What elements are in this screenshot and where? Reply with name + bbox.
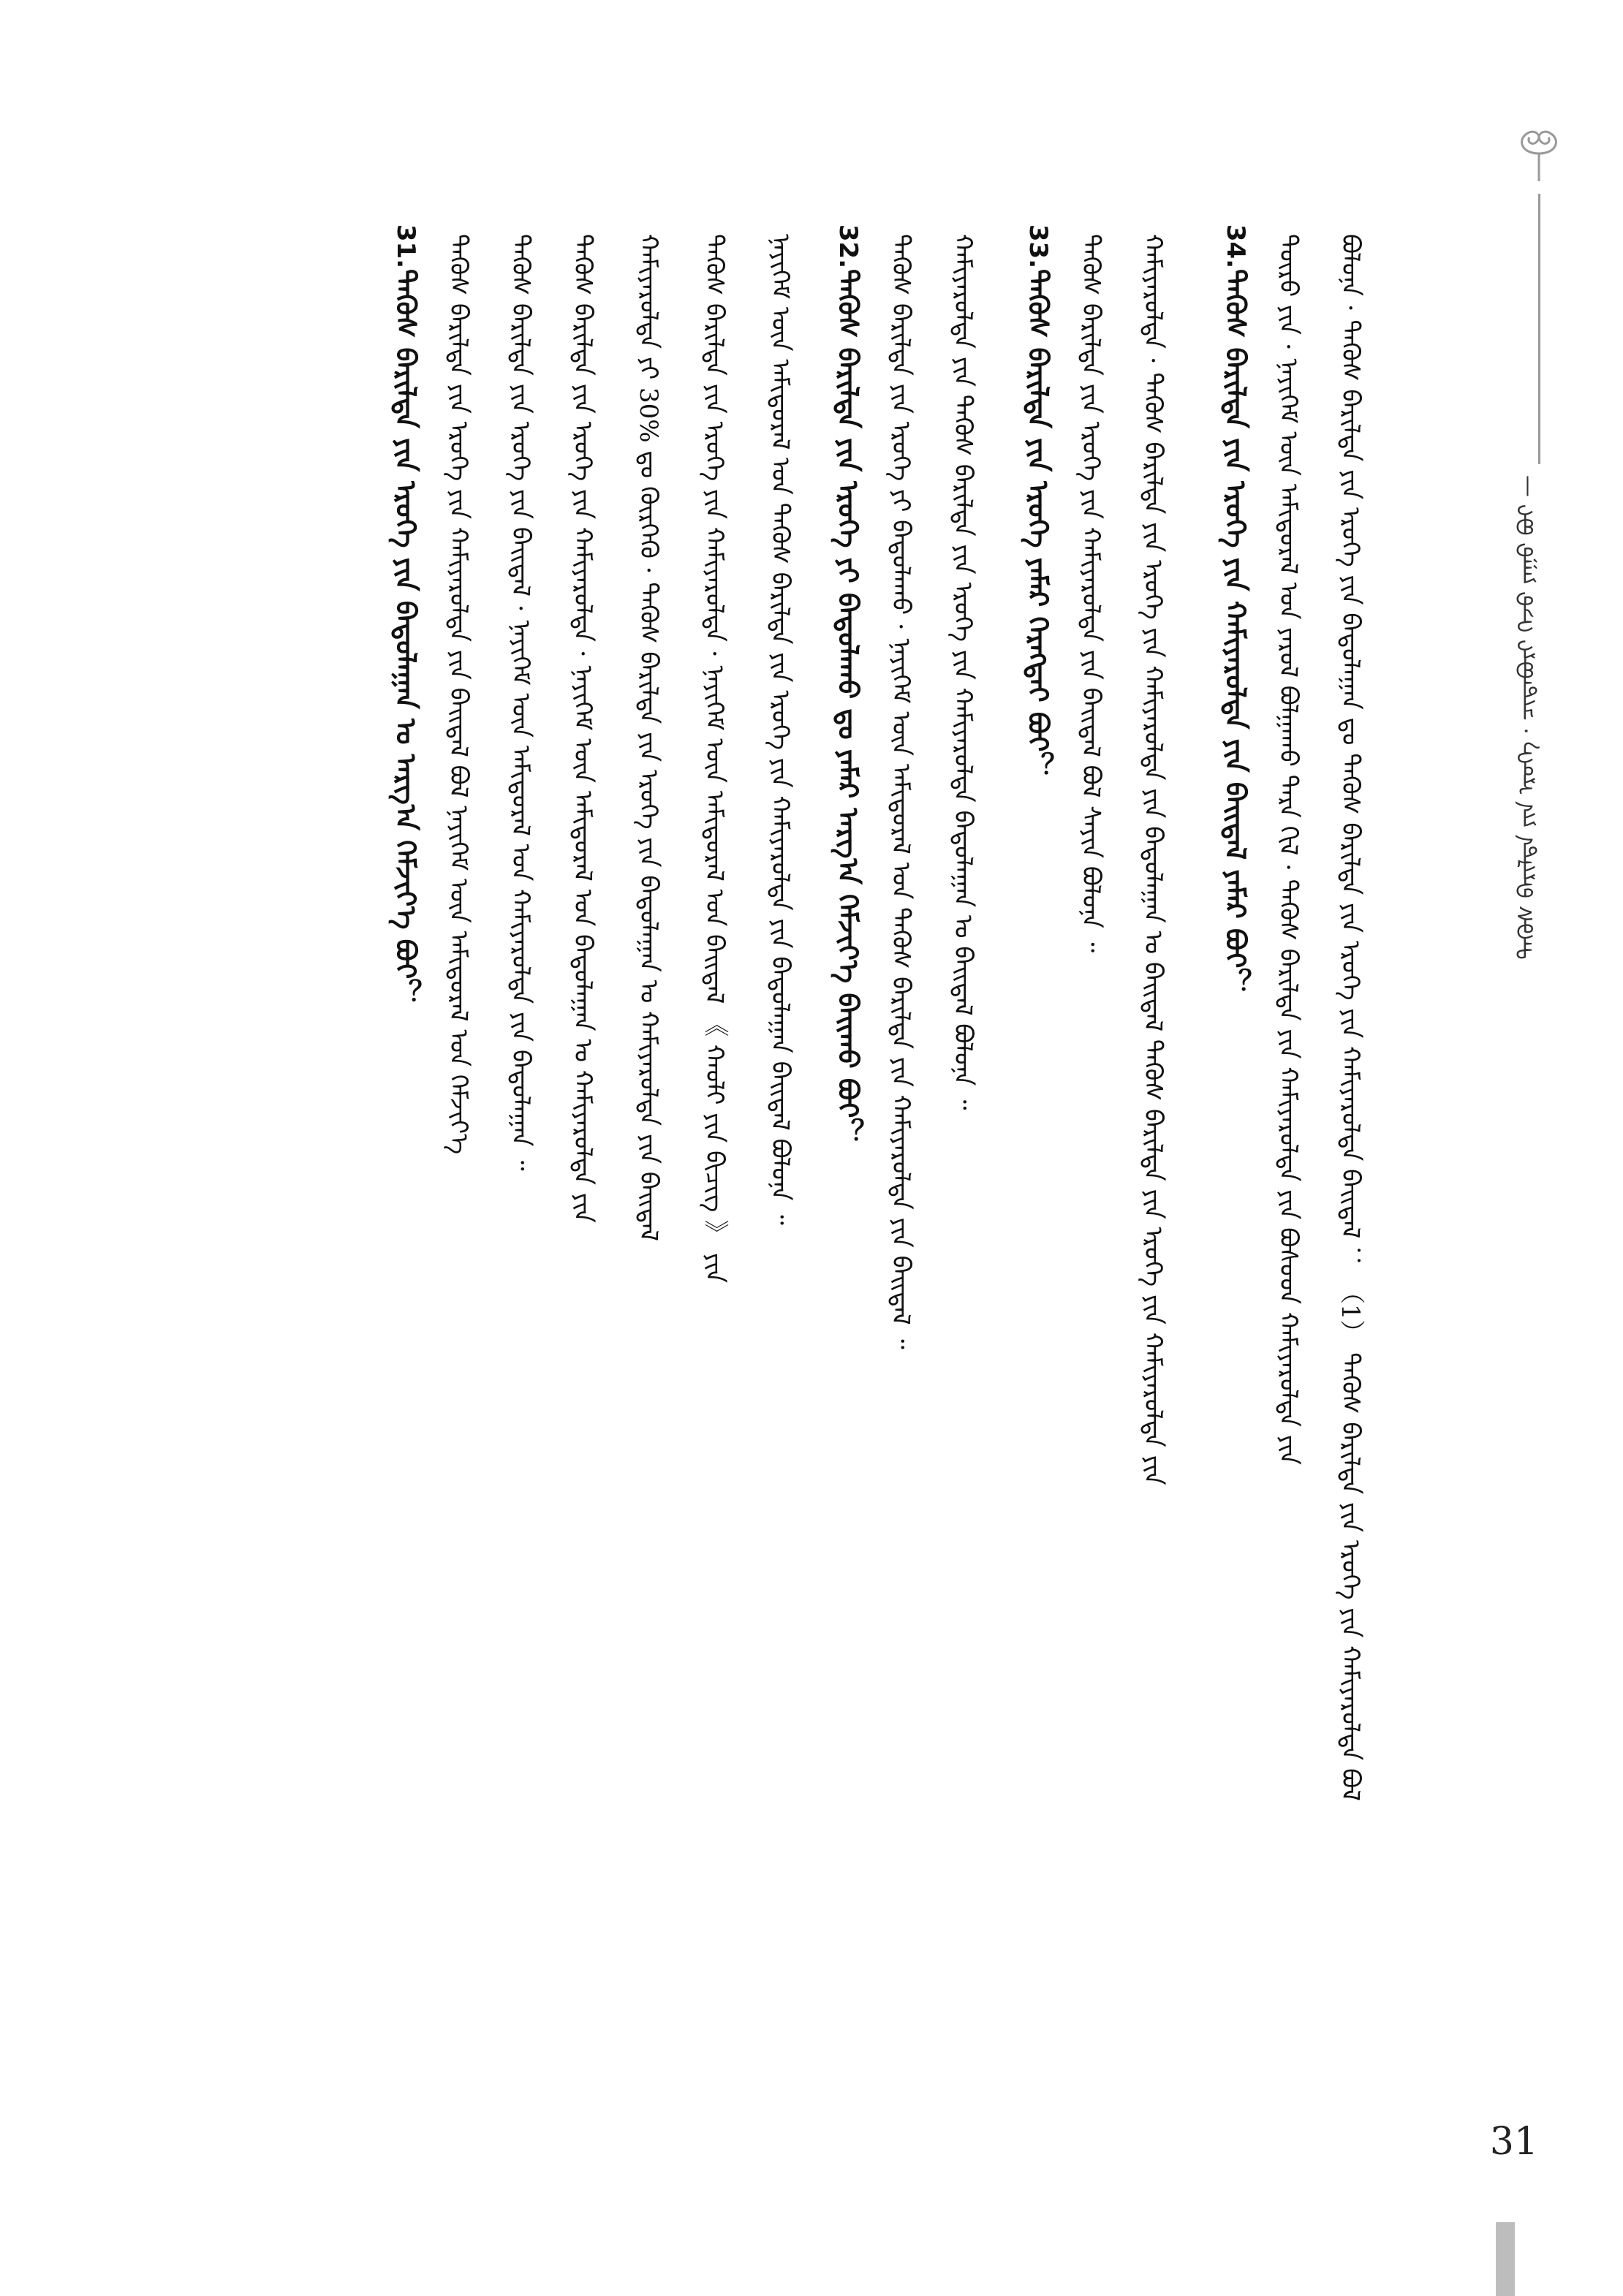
column-text: ᠨᠡᠶᠢᠭᠡᠮ ᠦᠨ ᠠᠮᠢᠳᠤᠷᠠᠯ ᠤᠨ ᠲᠡᠭᠦᠰ ᠪᠠᠷᠢᠯᠲᠠ ᠶᠢᠨ ᠡᠷᠦᠬᠡ ᠶᠢᠨ ᠬᠠᠮᠢᠶᠠᠷᠤᠯᠲᠠ ᠶᠢᠨ ᠪᠠᠲᠤᠯᠠᠭᠠᠨ ᠪᠠᠢᠳᠠᠯ ᠪᠣᠯᠤᠨᠠ ᠃ bbox=[765, 234, 795, 1225]
scroll-ornament-icon bbox=[1513, 124, 1565, 183]
text-column bbox=[446, 234, 471, 2222]
column-text: ᠬᠠᠮᠢᠶᠠᠷᠤᠯᠲᠠ ᠶᠢᠨ ᠲᠡᠭᠦᠰ ᠪᠠᠷᠢᠯᠲᠠ ᠶᠢᠨ ᠡᠷᠦᠬᠡ ᠶᠢᠨ ᠬᠠᠮᠢᠶᠠᠷᠤᠯᠲᠠ ᠪᠠᠲᠤᠯᠠᠭᠠᠨ ᠤ ᠪᠠᠢᠳᠠᠯ ᠪᠣᠯᠤᠨᠠ ᠃ bbox=[948, 234, 977, 1110]
question-heading bbox=[384, 224, 428, 2222]
text-column bbox=[1276, 234, 1301, 2222]
page-tab-bar bbox=[1496, 2222, 1515, 2296]
column-text: ᠲᠡᠭᠦᠰ ᠪᠠᠷᠢᠯᠲᠠ ᠶᠢᠨ ᠡᠷᠦᠬᠡ ᠶᠢᠨ ᠪᠠᠢᠳᠠᠯ · ᠨᠡᠶᠢᠭᠡᠮ ᠦᠨ ᠠᠮᠢᠳᠤᠷᠠᠯ ᠤᠨ ᠬᠠᠮᠢᠶᠠᠷᠤᠯᠲᠠ ᠶᠢᠨ ᠪᠠᠲᠤᠯᠠᠭᠠᠨ ᠃ bbox=[506, 234, 535, 1171]
running-title: ᠲᠡᠭᠦᠰ ᠪᠠᠷᠢᠯᠲᠠ ᠶᠢᠨ ᠡᠷᠦᠬᠡ · ᠴᠢᠳᠠᠪᠦᠷᠢ ᠭᠡᠵᠦ ᠶᠠᠭᠤ ᠪᠤᠢ — bbox=[1514, 475, 1540, 960]
page-header bbox=[1506, 124, 1572, 960]
text-column bbox=[765, 234, 795, 2222]
question-heading bbox=[826, 224, 870, 2222]
column-text: ᠲᠡᠭᠦᠰ ᠪᠠᠷᠢᠯᠲᠠ ᠶᠢᠨ ᠡᠷᠦᠬᠡ ᠶᠢ ᠪᠠᠲᠤᠯᠠᠬᠤ · ᠨᠡᠶᠢᠭᠡᠮ ᠦᠨ ᠠᠮᠢᠳᠤᠷᠠᠯ ᠤᠨ ᠲᠡᠭᠦᠰ ᠪᠠᠷᠢᠯᠲᠠ ᠶᠢᠨ ᠬᠠᠮᠢᠶᠠᠷᠤᠯᠲᠠ ᠶᠢᠨ ᠪᠠᠢᠳᠠᠯ ᠃ bbox=[886, 234, 915, 1349]
question-number: 33. bbox=[1024, 224, 1053, 269]
column-text: ᠲᠡᠭᠦᠰ ᠪᠠᠷᠢᠯᠲᠠ ᠶᠢᠨ ᠡᠷᠦᠬᠡ ᠶᠢᠨ ᠬᠠᠮᠢᠶᠠᠷᠤᠯᠲᠠ ᠶᠢᠨ ᠪᠠᠢᠳᠠᠯ ᠪᠣᠯ ᠰᠠᠶᠢᠨ ᠪᠣᠯᠤᠨᠠ ᠃ bbox=[1076, 234, 1105, 953]
text-column bbox=[636, 234, 661, 2222]
question-number: 31. bbox=[391, 224, 421, 269]
text-column bbox=[1078, 234, 1103, 2222]
text-column bbox=[702, 234, 727, 2222]
text-column bbox=[1138, 234, 1168, 2222]
column-text: ᠲᠡᠭᠦᠰ ᠪᠠᠷᠢᠯᠲᠠ ᠶᠢᠨ ᠡᠷᠦᠬᠡ ᠶᠢᠨ ᠪᠠᠲᠤᠯᠠᠭᠠᠨ ᠤ ᠠᠷᠭ᠎ᠠ ᠬᠡᠮᠵᠢᠶ᠎ᠡ ᠪᠤᠢ？ bbox=[390, 269, 423, 1007]
question-heading bbox=[1016, 224, 1060, 2222]
column-text: ᠲᠡᠭᠦᠰ ᠪᠠᠷᠢᠯᠲᠠ ᠶᠢᠨ ᠡᠷᠦᠬᠡ ᠶᠢᠨ ᠬᠠᠮᠢᠶᠠᠷᠤᠯᠲᠠ · ᠨᠡᠶᠢᠭᠡᠮ ᠦᠨ ᠠᠮᠢᠳᠤᠷᠠᠯ ᠤᠨ ᠪᠠᠲᠤᠯᠠᠭᠠᠨ ᠤ ᠬᠠᠮᠢᠶᠠᠷᠤᠯᠲᠠ ᠶᠢᠨ bbox=[568, 234, 597, 1223]
text-column bbox=[950, 234, 975, 2222]
header-rule bbox=[1538, 194, 1540, 464]
text-column bbox=[508, 234, 533, 2222]
column-text: ᠪᠣᠯᠤᠨᠠ · ᠲᠡᠭᠦᠰ ᠪᠠᠷᠢᠯᠲᠠ ᠶᠢᠨ ᠡᠷᠦᠬᠡ ᠶᠢᠨ ᠪᠠᠲᠤᠯᠠᠭᠠᠨ ᠳᠤ ᠲᠡᠭᠦᠰ ᠪᠠᠷᠢᠯᠲᠠ ᠶᠢᠨ ᠡᠷᠦᠬᠡ ᠶᠢᠨ ᠬᠠᠮᠢᠶᠠᠷᠤᠯᠲᠠ ᠪᠠᠢᠳᠠᠯ ： （1） ᠲᠡᠭᠦᠰ ᠪᠠᠷᠢᠯᠲᠠ ᠶᠢᠨ ᠡᠷᠦᠬᠡ ᠶᠢᠨ ᠬᠠᠮᠢᠶᠠᠷᠤᠯᠲᠠ ᠪᠣᠯ bbox=[1336, 234, 1365, 1801]
column-text: ᠲᠡᠭᠦᠰ ᠪᠠᠷᠢᠯᠲᠠ ᠶᠢᠨ ᠡᠷᠦᠬᠡ ᠶᠢᠨ ᠬᠠᠮᠢᠶᠠᠷᠤᠯᠲᠠ ᠶᠢᠨ ᠪᠠᠢᠳᠠᠯ ᠶᠠᠮᠠᠷ ᠪᠤᠢ？ bbox=[1219, 269, 1252, 996]
column-text: ᠬᠠᠮᠢᠶᠠᠷᠤᠯᠲᠠ · ᠲᠡᠭᠦᠰ ᠪᠠᠷᠢᠯᠲᠠ ᠶᠢᠨ ᠡᠷᠦᠬᠡ ᠶᠢᠨ ᠬᠠᠮᠢᠶᠠᠷᠤᠯᠲᠠ ᠶᠢᠨ ᠪᠠᠲᠤᠯᠠᠭᠠᠨ ᠤ ᠪᠠᠢᠳᠠᠯ ᠲᠡᠭᠦᠰ ᠪᠠᠷᠢᠯᠲᠠ ᠶᠢᠨ ᠡᠷᠦᠬᠡ ᠶᠢᠨ ᠬᠠᠮᠢᠶᠠᠷᠤᠯᠲᠠ ᠶᠢᠨ bbox=[1138, 234, 1168, 1485]
column-text: ᠲᠡᠭᠦᠰ ᠪᠠᠷᠢᠯᠲᠠ ᠶᠢᠨ ᠡᠷᠦᠬᠡ ᠶᠠᠮᠠᠷ ᠬᠡᠷᠡᠭᠲᠡᠢ ᠪᠤᠢ？ bbox=[1022, 269, 1055, 780]
text-column bbox=[570, 234, 595, 2222]
text-column bbox=[888, 234, 913, 2222]
text-column bbox=[1338, 234, 1363, 2222]
question-number: 32. bbox=[833, 224, 863, 269]
column-text: ᠲᠡᠭᠦᠰ ᠪᠠᠷᠢᠯᠲᠠ ᠶᠢᠨ ᠡᠷᠦᠬᠡ ᠶᠢ ᠪᠠᠲᠤᠯᠠᠬᠤ ᠳᠤ ᠶᠠᠮᠠᠷ ᠠᠷᠭ᠎ᠠ ᠬᠡᠮᠵᠢᠶ᠎ᠡ ᠪᠠᠢᠬᠤ ᠪᠤᠢ？ bbox=[832, 269, 865, 1146]
column-text: ᠲᠥᠷᠥ ᠶᠢᠨ · ᠨᠡᠶᠢᠭᠡᠮ ᠦᠨ ᠠᠮᠢᠳᠤᠷᠠᠯ ᠤᠨ ᠶᠠᠷᠤᠯ ᠪᠣᠯᠭᠠᠬᠤ ᠲᠡᠷᠡ ᠭᠢᠯ · ᠲᠡᠭᠦᠰ ᠪᠠᠷᠢᠯᠲᠠ ᠶᠢᠨ ᠬᠠᠮᠢᠶᠠᠷᠤᠯᠲᠠ ᠶᠢᠨ ᠪᠤᠰᠤᠳ ᠬᠠᠮᠢᠶᠠᠷᠤᠯᠲᠠ ᠶᠢᠨ bbox=[1274, 234, 1303, 1465]
column-text: ᠲᠡᠭᠦᠰ ᠪᠠᠷᠢᠯᠲᠠ ᠶᠢᠨ ᠡᠷᠦᠬᠡ ᠶᠢᠨ ᠬᠠᠮᠢᠶᠠᠷᠤᠯᠲᠠ · ᠨᠡᠶᠢᠭᠡᠮ ᠦᠨ ᠠᠮᠢᠳᠤᠷᠠᠯ ᠤᠨ ᠪᠠᠢᠳᠠᠯ 《 ᠬᠠᠤᠯᠢ ᠶᠢᠨ ᠪᠢᠴᠢᠭ 》 ᠶᠢᠨ bbox=[700, 234, 729, 1284]
question-number: 34. bbox=[1221, 224, 1251, 269]
column-text: ᠲᠡᠭᠦᠰ ᠪᠠᠷᠢᠯᠲᠠ ᠶᠢᠨ ᠡᠷᠦᠬᠡ ᠶᠢᠨ ᠬᠠᠮᠢᠶᠠᠷᠤᠯᠲᠠ ᠶᠢᠨ ᠪᠠᠢᠳᠠᠯ ᠪᠣᠯ ᠨᠡᠶᠢᠭᠡᠮ ᠦᠨ ᠠᠮᠢᠳᠤᠷᠠᠯ ᠤᠨ ᠬᠡᠮᠵᠢᠶ᠎ᠡ bbox=[444, 234, 473, 1155]
column-text: ᠬᠠᠮᠢᠶᠠᠷᠤᠯᠲᠠ ᠶᠢ 30% ᠳᠤ ᠬᠦᠷᠭᠡᠬᠦ · ᠲᠡᠭᠦᠰ ᠪᠠᠷᠢᠯᠲᠠ ᠶᠢᠨ ᠡᠷᠦᠬᠡ ᠶᠢᠨ ᠪᠠᠲᠤᠯᠠᠭᠠᠨ ᠤ ᠬᠠᠮᠢᠶᠠᠷᠤᠯᠲᠠ ᠶᠢᠨ ᠪᠠᠢᠳᠠᠯ bbox=[634, 234, 663, 1242]
page-number: 31 bbox=[1489, 2120, 1538, 2164]
question-heading bbox=[1214, 224, 1257, 2222]
